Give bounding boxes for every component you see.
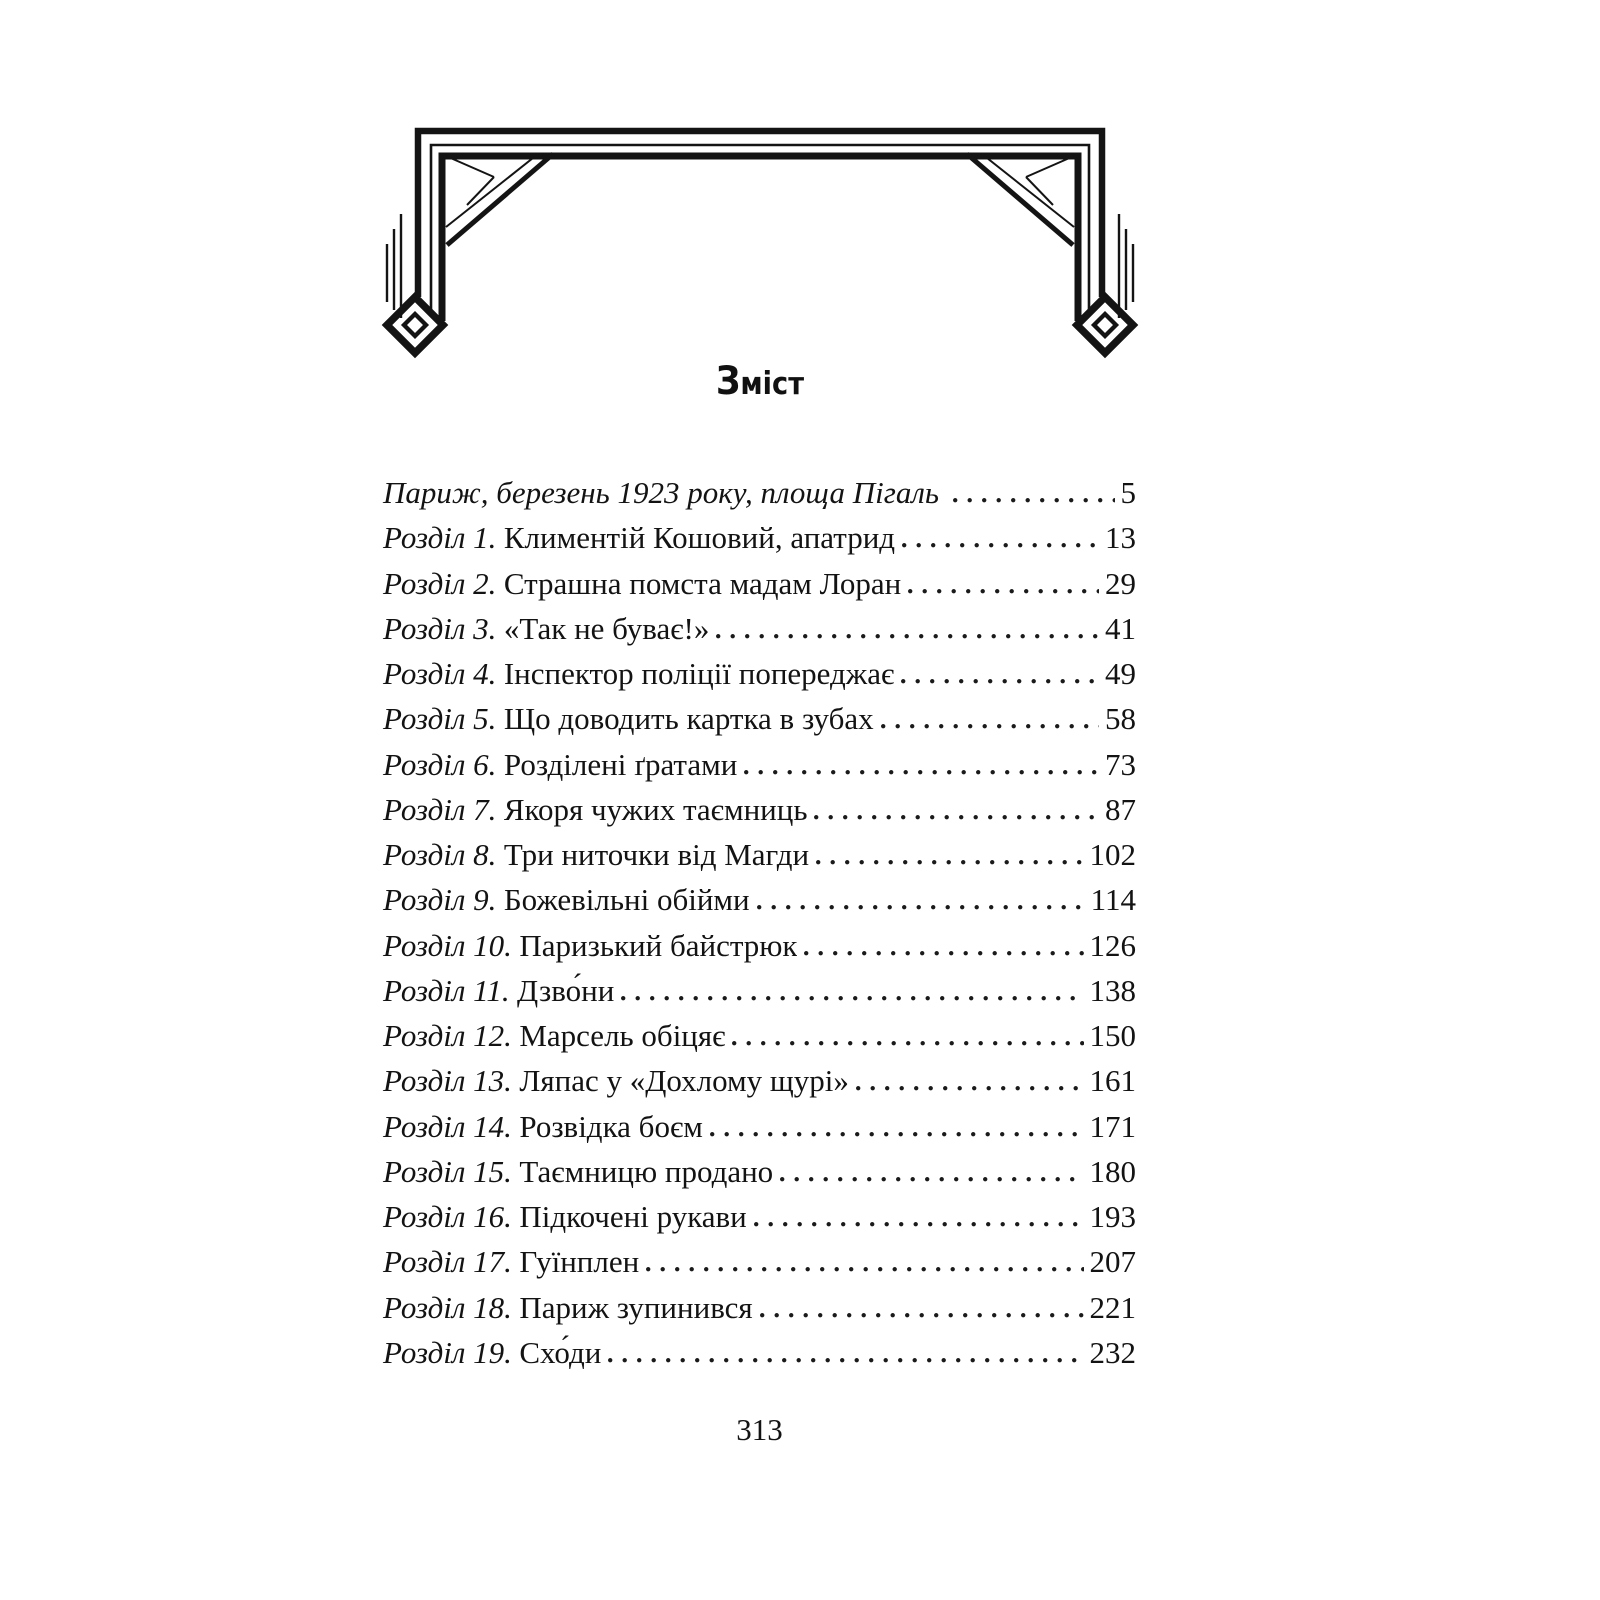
dot-leader (953, 498, 1114, 503)
dot-leader (901, 679, 1099, 684)
toc-entry-title: Божевільні обійми (503, 882, 750, 918)
toc-entry-page-number: 87 (1105, 791, 1136, 827)
dot-leader (757, 905, 1085, 910)
toc-entry-title: Париж зупинився (519, 1289, 753, 1325)
dot-leader (856, 1086, 1084, 1091)
page-title: Зміст (715, 359, 805, 404)
dot-leader (621, 996, 1083, 1001)
dot-leader (804, 951, 1083, 956)
toc-entry-page-number: 13 (1105, 520, 1136, 556)
toc-entry (383, 1239, 1136, 1284)
toc-entry-page-number: 126 (1089, 927, 1136, 963)
toc-entry-title: Якоря чужих таємниць (503, 791, 808, 827)
toc-entry-title: Схо́ди (519, 1334, 602, 1370)
toc-entry-title: Інспектор поліції попереджає (503, 656, 895, 691)
toc-entry-page-number: 102 (1089, 837, 1136, 872)
toc-entry-chapter-label: Розділ 7. (383, 791, 497, 827)
toc-entry-page-number: 193 (1089, 1199, 1136, 1234)
toc-entry-chapter-label: Розділ 4. (383, 656, 497, 691)
toc-entry (383, 606, 1136, 651)
toc-entry-page-number: 114 (1090, 882, 1136, 918)
toc-entry (383, 1149, 1136, 1194)
table-of-contents (383, 470, 1136, 1375)
toc-entry (383, 968, 1136, 1013)
toc-entry (383, 832, 1136, 877)
toc-entry-page-number: 221 (1089, 1289, 1136, 1325)
dot-leader (710, 1132, 1084, 1137)
toc-entry-chapter-label: Розділ 19. (383, 1334, 512, 1370)
toc-entry (383, 470, 1136, 515)
dot-leader (902, 543, 1099, 548)
toc-entry-title: Підкочені рукави (519, 1199, 747, 1234)
toc-entry-title: Марсель обіцяє (519, 1018, 726, 1053)
art-deco-bridge-ornament-icon (375, 125, 1145, 365)
toc-entry-page-number: 5 (1120, 475, 1136, 510)
dot-leader (608, 1358, 1083, 1363)
dot-leader (780, 1177, 1083, 1182)
toc-entry-title: Розвідка боєм (519, 1108, 703, 1144)
dot-leader (754, 1222, 1084, 1227)
toc-entry (383, 923, 1136, 968)
toc-entry-title: Що доводить картка в зубах (503, 701, 874, 737)
toc-entry-chapter-label: Розділ 18. (383, 1289, 512, 1325)
toc-entry-page-number: 180 (1089, 1153, 1136, 1189)
dot-leader (760, 1313, 1084, 1318)
toc-entry-page-number: 171 (1089, 1108, 1136, 1144)
toc-entry-chapter-label: Розділ 3. (383, 610, 497, 646)
toc-entry-chapter-label: Розділ 10. (383, 927, 512, 963)
toc-entry-chapter-label: Париж, березень 1923 року, площа Пігаль (383, 475, 940, 510)
toc-entry (383, 1013, 1136, 1058)
dot-leader (814, 815, 1099, 820)
toc-entry-chapter-label: Розділ 15. (383, 1153, 512, 1189)
toc-entry (383, 561, 1136, 606)
toc-entry (383, 696, 1136, 741)
toc-entry-page-number: 29 (1105, 565, 1136, 601)
toc-entry (383, 1058, 1136, 1103)
toc-entry (383, 877, 1136, 922)
toc-entry-page-number: 232 (1089, 1334, 1136, 1370)
toc-entry (383, 1330, 1136, 1375)
toc-entry (383, 1194, 1136, 1239)
toc-entry-title: Ляпас у «Дохлому щурі» (519, 1063, 849, 1099)
toc-entry-chapter-label: Розділ 8. (383, 837, 497, 872)
toc-entry (383, 787, 1136, 832)
footer-page-number: 313 (736, 1412, 783, 1447)
toc-entry-chapter-label: Розділ 5. (383, 701, 497, 737)
toc-entry-chapter-label: Розділ 11. (383, 972, 510, 1008)
toc-entry-page-number: 49 (1105, 656, 1136, 691)
toc-entry-chapter-label: Розділ 6. (383, 746, 497, 782)
toc-entry-title: Розділені ґратами (503, 746, 738, 782)
toc-entry-chapter-label: Розділ 14. (383, 1108, 512, 1144)
dot-leader (816, 860, 1083, 865)
toc-entry-chapter-label: Розділ 17. (383, 1244, 512, 1280)
toc-entry-title: Страшна помста мадам Лоран (503, 565, 902, 601)
toc-entry-page-number: 41 (1105, 610, 1136, 646)
toc-entry-title: «Так не буває!» (503, 610, 710, 646)
toc-entry-page-number: 150 (1089, 1018, 1136, 1053)
dot-leader (908, 589, 1099, 594)
toc-entry-page-number: 138 (1089, 972, 1136, 1008)
toc-entry-page-number: 161 (1089, 1063, 1136, 1099)
toc-entry (383, 651, 1136, 696)
dot-leader (716, 634, 1099, 639)
toc-entry-chapter-label: Розділ 12. (383, 1018, 512, 1053)
toc-entry-title: Паризький байстрюк (519, 927, 798, 963)
toc-entry-page-number: 58 (1105, 701, 1136, 737)
toc-entry-chapter-label: Розділ 13. (383, 1063, 512, 1099)
dot-leader (646, 1267, 1083, 1272)
toc-entry (383, 742, 1136, 787)
dot-leader (881, 724, 1099, 729)
toc-entry-page-number: 73 (1105, 746, 1136, 782)
toc-entry (383, 515, 1136, 560)
toc-entry-title: Дзво́ни (517, 972, 615, 1008)
toc-entry (383, 1104, 1136, 1149)
dot-leader (744, 770, 1099, 775)
toc-entry-page-number: 207 (1089, 1244, 1136, 1280)
toc-entry (383, 1285, 1136, 1330)
toc-entry-chapter-label: Розділ 16. (383, 1199, 512, 1234)
toc-entry-chapter-label: Розділ 1. (383, 520, 497, 556)
toc-entry-title: Три ниточки від Магди (503, 837, 810, 872)
dot-leader (732, 1041, 1083, 1046)
toc-entry-chapter-label: Розділ 2. (383, 565, 497, 601)
toc-entry-chapter-label: Розділ 9. (383, 882, 497, 918)
toc-entry-title: Гуїнплен (519, 1244, 640, 1280)
toc-entry-title: Таємницю продано (519, 1153, 774, 1189)
toc-entry-title: Климентій Кошовий, апатрид (503, 520, 896, 556)
